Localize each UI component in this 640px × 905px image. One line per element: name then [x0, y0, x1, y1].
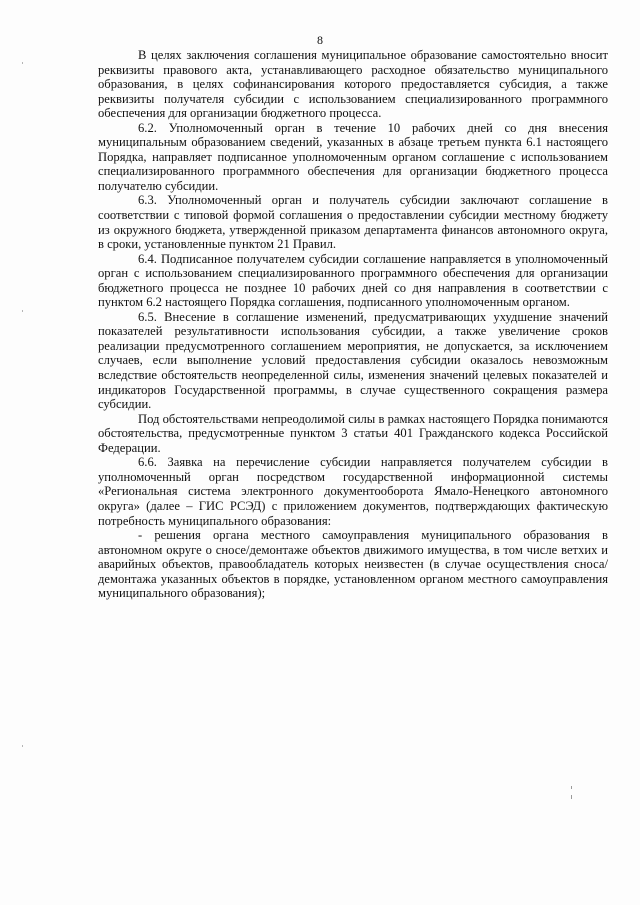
paragraph-6-6: 6.6. Заявка на перечисление субсидии направляется получателем субсидии в уполномоченный орган посредством государственной информационной системы «Региональная система электронного документооборота Ямало-Ненецкого автономного округа» (далее – ГИС РСЭД) с приложением документов, подтверждающих фактическую потребность муниципального образования:	[98, 455, 608, 528]
scan-edge-mark	[22, 745, 23, 747]
paragraph-6-3: 6.3. Уполномоченный орган и получатель субсидии заключают соглашение в соответствии с типовой формой соглашения о предоставлении субсидии местному бюджету из окружного бюджета, утвержденной приказом департамента финансов автономного округа, в сроки, установленные пунктом 21 Правил.	[98, 193, 608, 252]
document-body	[98, 48, 608, 601]
paragraph-agreement-intro: В целях заключения соглашения муниципальное образование самостоятельно вносит реквизиты правового акта, устанавливающего расходное обязательство муниципального образования, в целях софинансирования которого предоставляется субсидия, а также реквизиты получателя субсидии с использованием специализированного программного обеспечения для организации бюджетного процесса.	[98, 48, 608, 121]
paragraph-force-majeure: Под обстоятельствами непреодолимой силы в рамках настоящего Порядка понимаются обстоятельства, предусмотренные пунктом 3 статьи 401 Гражданского кодекса Российской Федерации.	[98, 411, 608, 455]
page-number: 8	[317, 33, 323, 47]
scan-speck	[571, 795, 572, 799]
scan-edge-mark	[22, 310, 23, 312]
scan-edge-mark	[22, 62, 23, 64]
scan-speck	[571, 786, 572, 789]
paragraph-6-2: 6.2. Уполномоченный орган в течение 10 рабочих дней со дня внесения муниципальным образованием сведений, указанных в абзаце третьем пункта 6.1 настоящего Порядка, направляет подписанное уполномоченным органом соглашение с использованием специализированного программного обеспечения для организации бюджетного процесса получателю субсидии.	[98, 120, 608, 193]
paragraph-6-4: 6.4. Подписанное получателем субсидии соглашение направляется в уполномоченный орган с использованием специализированного программного обеспечения для организации бюджетного процесса не позднее 10 рабочих дней со дня направления в соответствии с пунктом 6.2 настоящего Порядка соглашения, подписанного уполномоченным органом.	[98, 251, 608, 310]
paragraph-6-5: 6.5. Внесение в соглашение изменений, предусматривающих ухудшение значений показателей результативности использования субсидии, а также увеличение сроков реализации предусмотренного соглашением мероприятия, не допускается, за исключением случаев, если выполнение условий предоставления субсидии оказалось невозможным вследствие обстоятельств неопределенной силы, изменения значений целевых показателей и индикаторов Государственной программы, в случае существенного сокращения размера субсидии.	[98, 309, 608, 412]
list-item-demolition-decision: - решения органа местного самоуправления муниципального образования в автономном округе о сносе/демонтаже объектов движимого имущества, в том числе ветхих и аварийных объектов, правообладатель которых неизвестен (в случае осуществления сноса/демонтажа указанных объектов в порядке, установленном органом местного самоуправления муниципального образования);	[98, 528, 608, 601]
